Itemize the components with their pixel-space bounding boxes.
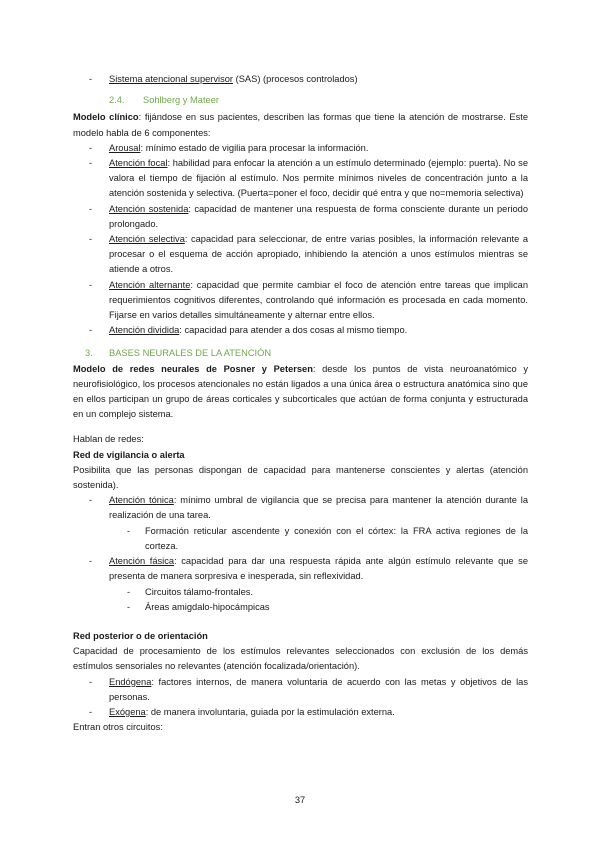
- list-item: [73, 493, 528, 523]
- sub-list-item: - Formación reticular ascendente y conexión con el córtex: la FRA activa regiones de la corteza.: [73, 524, 528, 554]
- item-text: : mínimo estado de vigilia para procesar la información.: [140, 142, 369, 153]
- item-text: (SAS) (procesos controlados): [233, 74, 358, 84]
- subheading-red-vigilancia: [73, 448, 528, 463]
- paragraph-posterior-intro: Capacidad de procesamiento de los estímulos relevantes seleccionados con exclusión de los demás estímulos sensoriales no relevantes (atención focalizada/orientación).: [73, 646, 528, 672]
- components-list: [73, 141, 528, 339]
- term: Arousal: [109, 142, 141, 153]
- paragraph-text: : fijándose en sus pacientes, describen las formas que tiene la atención de mostrarse. Este modelo habla de 6 componentes:: [73, 112, 528, 138]
- vigilancia-list-2: [73, 554, 528, 584]
- section-number: 3.: [85, 348, 93, 359]
- list-item: [73, 554, 528, 584]
- list-item: [73, 278, 528, 324]
- paragraph-modelo-redes: [73, 362, 528, 423]
- page-content: [73, 72, 528, 735]
- list-item: [73, 705, 528, 720]
- paragraph-vigilancia-intro: Posibilita que las personas dispongan de capacidad para mantenerse conscientes y alertas (atención sostenida).: [73, 464, 528, 491]
- page-number: 37: [294, 795, 306, 805]
- term: Exógena: [109, 706, 146, 717]
- list-item: [73, 72, 528, 87]
- vigilancia-list: [73, 493, 528, 523]
- term: Atención alternante: [109, 279, 191, 290]
- list-item: [73, 156, 528, 202]
- item-text: : capacidad para atender a dos cosas al mismo tiempo.: [179, 325, 408, 336]
- bold-heading: Red posterior o de orientación: [73, 630, 208, 641]
- paragraph-modelo-clinico: [73, 110, 528, 140]
- item-text: : capacidad de mantener una respuesta de forma consciente durante un periodo prolongado.: [109, 203, 529, 229]
- term: Sistema atencional supervisor: [109, 74, 234, 84]
- item-text: : habilidad para enfocar la atención a un estímulo determinado (ejemplo: puerta). No se valora el tiempo de fijación al estímulo. Nos permite mínimos niveles de concentración junto a la atención sostenida y selectiva. (Puerta=poner el foco, decidir qué entra y que no=memoria selectiva): [109, 158, 528, 199]
- list-item: [73, 675, 528, 705]
- term: Atención sostenida: [109, 203, 189, 214]
- bold-heading: Red de vigilancia o alerta: [73, 449, 185, 460]
- item-text: : mínimo umbral de vigilancia que se precisa para mantener la atención durante la realización de una tarea.: [109, 495, 528, 521]
- item-text: : capacidad para seleccionar, de entre varias posibles, la información relevante a procesar o el esquema de acción apropiado, inhibiendo la atención a unos estímulos mientras se atiende a otros.: [109, 234, 528, 275]
- paragraph-hablan-redes: Hablan de redes:: [73, 434, 144, 445]
- item-text: : factores internos, de manera voluntaria de acuerdo con las metas y objetivos de las personas.: [109, 676, 528, 702]
- section-title: BASES NEURALES DE LA ATENCIÓN: [109, 348, 272, 359]
- list-item: [73, 232, 528, 278]
- paragraph-outro: Entran otros circuitos:: [73, 722, 163, 733]
- vigilancia-sublist-fasica: [73, 585, 528, 615]
- list-item: [73, 141, 528, 156]
- bold-label: Modelo clínico: [73, 112, 139, 123]
- list-item: [73, 323, 528, 338]
- paragraph-text: : desde los puntos de vista neuroanatómico y neurofisiológico, los procesos atencionales no están ligados a una única área o estructura anatómica sino que en ellos participan un grupo de áreas corticales y subcorticales que actúan de forma conjunta y estructurada en un complejo sistema.: [73, 363, 528, 420]
- bold-label: Modelo de redes neurales de Posner y Petersen: [73, 363, 313, 374]
- term: Atención selectiva: [109, 234, 185, 245]
- item-text: : de manera involuntaria, guiada por la estimulación externa.: [145, 706, 395, 717]
- term: Atención dividida: [109, 325, 180, 336]
- subheading-red-posterior: [73, 629, 528, 644]
- item-text: : capacidad que permite cambiar el foco de atención entre tareas que implican requerimientos cognitivos diferentes, controlando qué información es procesada en cada momento. Fijarse en varios detalles simultáneamente y alternar entre ellos.: [109, 279, 528, 321]
- section-title: Sohlberg y Mateer: [143, 95, 219, 106]
- vigilancia-sublist-tonica: [73, 524, 528, 554]
- sub-list-item: - Circuitos tálamo-frontales.: [73, 585, 528, 600]
- item-text: : capacidad para dar una respuesta rápida ante algún estímulo relevante que se presenta de manera sorpresiva e inesperada, sin reflexividad.: [109, 556, 528, 582]
- term: Atención focal: [109, 158, 168, 169]
- section-number: 2.4.: [109, 95, 125, 106]
- posterior-list: [73, 675, 528, 721]
- sub-list-item: - Áreas amigdalo-hipocámpicas: [73, 600, 528, 615]
- term: Atención tónica: [109, 495, 174, 506]
- section-heading-2-4: [109, 93, 528, 108]
- term: Endógena: [109, 676, 152, 687]
- spacer: [73, 615, 528, 629]
- spacer: [73, 422, 528, 432]
- list-item: [73, 202, 528, 232]
- section-heading-3: [85, 346, 528, 361]
- term: Atención fásica: [109, 556, 175, 567]
- sas-list: [73, 72, 528, 87]
